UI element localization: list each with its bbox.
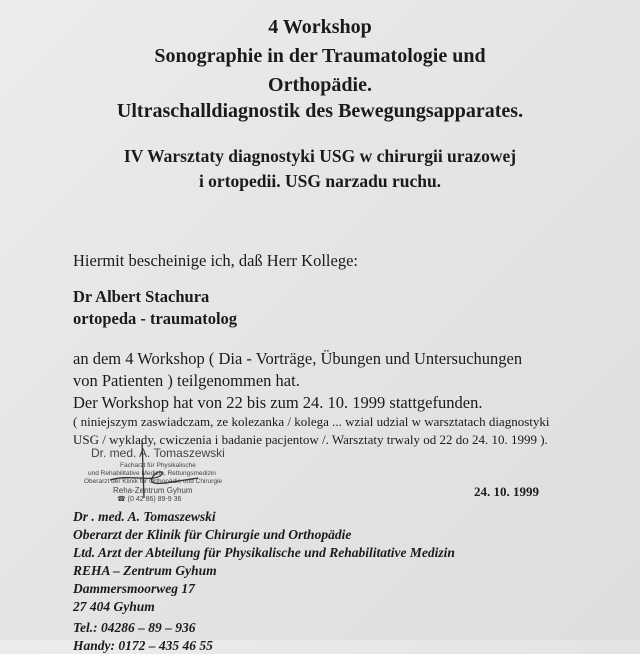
title-line: Orthopädie. — [268, 74, 372, 96]
intro-text: Hiermit bescheinige ich, daß Herr Kollege: — [73, 251, 358, 270]
stamp-line: und Rehabilitative Medizin, Rettungsmedizin — [88, 470, 216, 477]
stamp-line: Reha-Zentrum Gyhum — [113, 486, 193, 495]
stamp-line: Facharzt für Physikalische — [120, 462, 196, 469]
handwritten-signature — [100, 438, 210, 503]
signature-line: Dammersmoorweg 17 — [73, 581, 195, 596]
stamp-line: ☎ (0 42 86) 89-9 36 — [117, 496, 182, 503]
polish-note-line: ( niniejszym zaswiadczam, ze kolezanka / kolega ... wzial udzial w warsztatach diagnostyki — [73, 414, 550, 429]
body-line: von Patienten ) teilgenommen hat. — [73, 371, 300, 390]
signature-line: Ltd. Arzt der Abteilung für Physikalische und Rehabilitative Medizin — [73, 545, 455, 560]
date: 24. 10. 1999 — [474, 484, 539, 499]
participant-name: Dr Albert Stachura — [73, 287, 210, 306]
contact-phone: Tel.: 04286 – 89 – 936 — [73, 620, 196, 635]
signature-line: 27 404 Gyhum — [73, 599, 155, 614]
participant-profession: ortopeda - traumatolog — [73, 309, 238, 328]
polish-note-line: USG / wyklady, cwiczenia i badanie pacjentow /. Warsztaty trwaly od 22 do 24. 10. 1999 ). — [73, 432, 548, 447]
stamp-line: Oberarzt der Klinik für Orthopädie und Chirurgie — [84, 478, 223, 485]
stamp-name: Dr. med. A. Tomaszewski — [91, 446, 225, 460]
polish-title-line: IV Warsztaty diagnostyki USG w chirurgii urazowej — [123, 146, 517, 166]
body-line: Der Workshop hat von 22 bis zum 24. 10. 1999 stattgefunden. — [73, 393, 483, 412]
contact-mobile: Handy: 0172 – 435 46 55 — [73, 638, 213, 653]
signature-line: Dr . med. A. Tomaszewski — [73, 509, 216, 524]
body-line: an dem 4 Workshop ( Dia - Vorträge, Übungen und Untersuchungen — [73, 349, 523, 368]
title-line: Sonographie in der Traumatologie und — [154, 45, 486, 67]
title-line: Ultraschalldiagnostik des Bewegungsapparates. — [116, 100, 524, 122]
polish-title-line: i ortopedii. USG narzadu ruchu. — [198, 171, 442, 191]
signature-line: REHA – Zentrum Gyhum — [73, 563, 217, 578]
signature-line: Oberarzt der Klinik für Chirurgie und Orthopädie — [73, 527, 352, 542]
title-line: 4 Workshop — [268, 16, 372, 38]
